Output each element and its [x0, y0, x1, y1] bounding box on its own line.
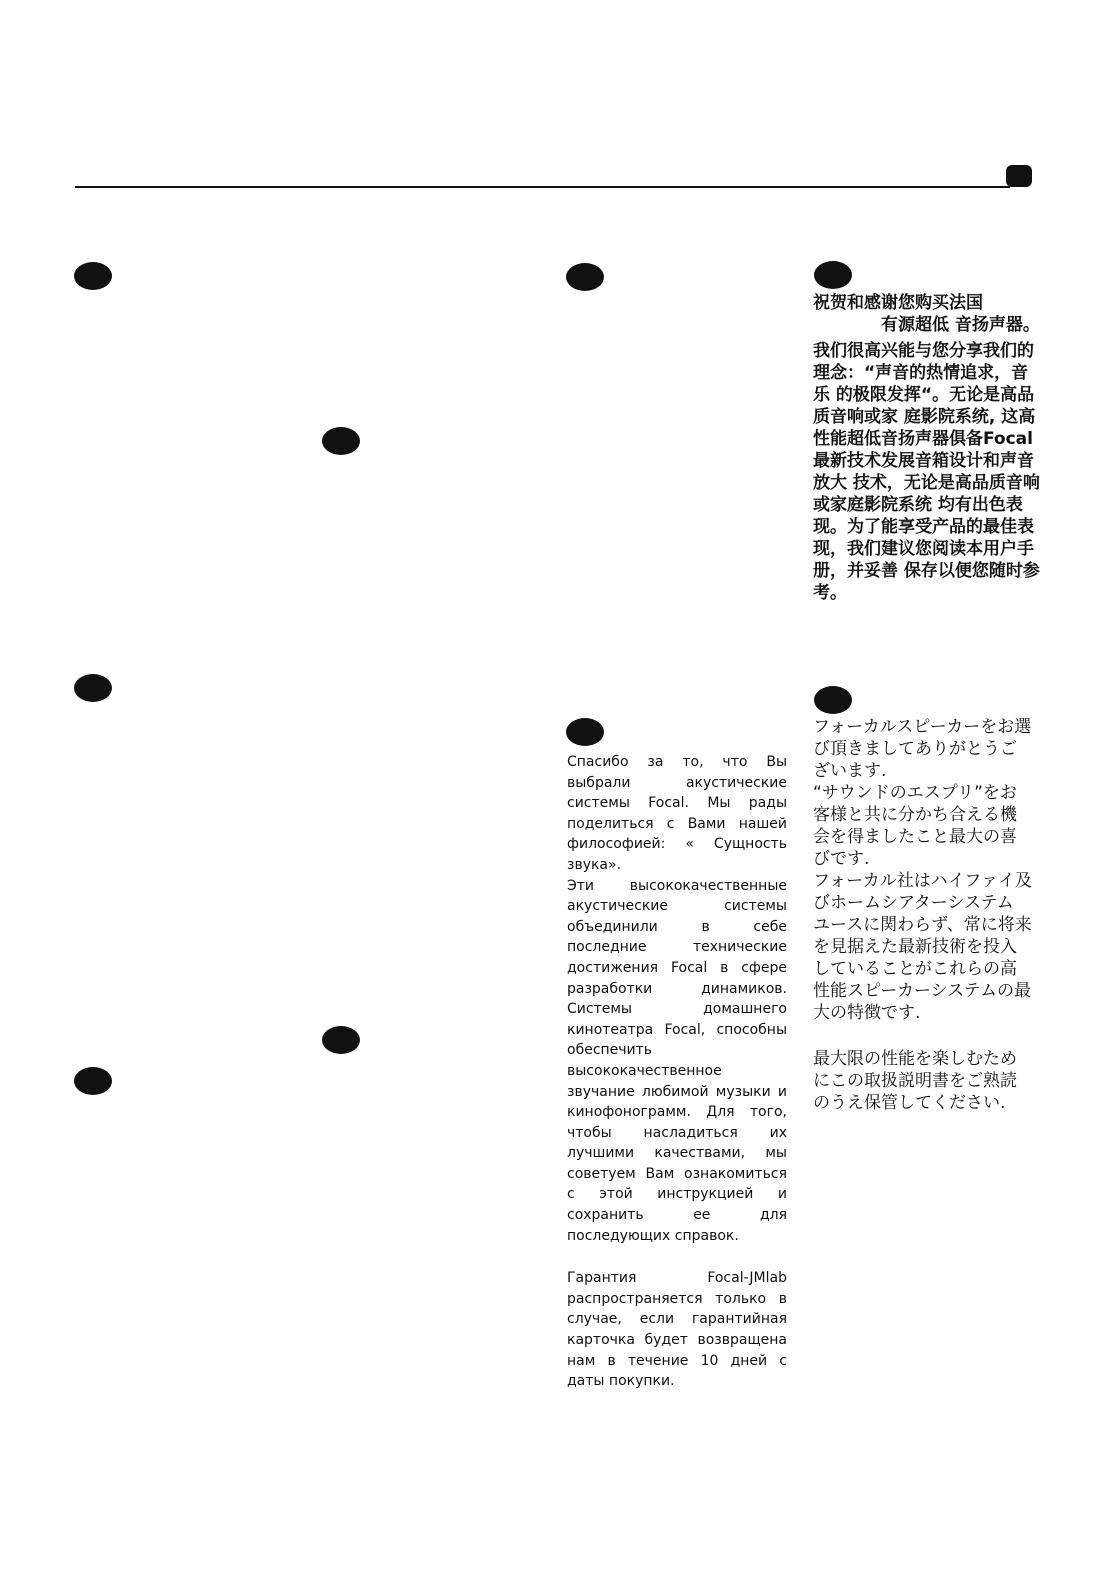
language-badge-russian	[566, 718, 604, 746]
language-badge-japanese	[814, 686, 852, 714]
japanese-paragraph-closing: 最大限の性能を楽しむためにこの取扱説明書をご熟読のうえ保管してください.	[813, 1049, 1017, 1113]
russian-paragraph-intro: Спасибо за то, что Вы выбрали акустические системы Focal. Мы рады поделиться с Вами нашей философией: « Сущность звука». Эти высококачественные акустические системы объединили в себе последние технические достижения Focal в сфере разработки динамиков. Системы домашнего кинотеатра Focal, способны обеспечить высококачественное звучание любимой музыки и кинофонограмм. Для того, чтобы насладиться их лучшими качествами, мы советуем Вам ознакомиться с этой инструкцией и сохранить ее для последующих справок.	[567, 754, 787, 1244]
language-badge-russian	[566, 263, 604, 291]
chinese-text-column	[813, 292, 1043, 604]
language-badge	[74, 674, 112, 702]
header-rule	[75, 186, 1010, 188]
russian-paragraph-warranty: Гарантия Focal-JMlab распространяется только в случае, если гарантийная карточка будет возвращена нам в течение 10 дней с даты покупки.	[567, 1270, 787, 1390]
chinese-body: 我们很高兴能与您分享我们的理念：“声音的热情追求，音乐 的极限发挥“。无论是高品质音响或家 庭影院系统, 这高性能超低音扬声器俱备Focal最新技术发展音箱设计和声音放大 技术，无论是高品质音响或家庭影院系统 均有出色表现。为了能享受产品的最佳表 现，我们建议您阅读本用户手册，并妥善 保存以便您随时参考。	[813, 341, 1040, 603]
page-tab-marker	[1006, 165, 1032, 187]
language-badge	[322, 1026, 360, 1054]
language-badge	[74, 262, 112, 290]
language-badge	[322, 427, 360, 455]
russian-text-column	[567, 752, 787, 1392]
japanese-text-column	[813, 716, 1033, 1114]
japanese-paragraph-intro: フォーカルスピーカーをお選び頂きましてありがとうございます. “サウンドのエスプリ”をお客様と共に分かち合える機会を得ましたこと最大の喜びです. フォーカル社はハイファイ及びホームシアターシステム ユースに関わらず、常に将来を見据えた最新技術を投入していることがこれらの高性能スピーカーシステムの最大の特徴です.	[813, 717, 1032, 1023]
chinese-intro: 祝贺和感谢您购买法国 有源超低 音扬声器。	[813, 293, 1040, 335]
language-badge	[74, 1067, 112, 1095]
language-badge-chinese	[814, 261, 852, 289]
